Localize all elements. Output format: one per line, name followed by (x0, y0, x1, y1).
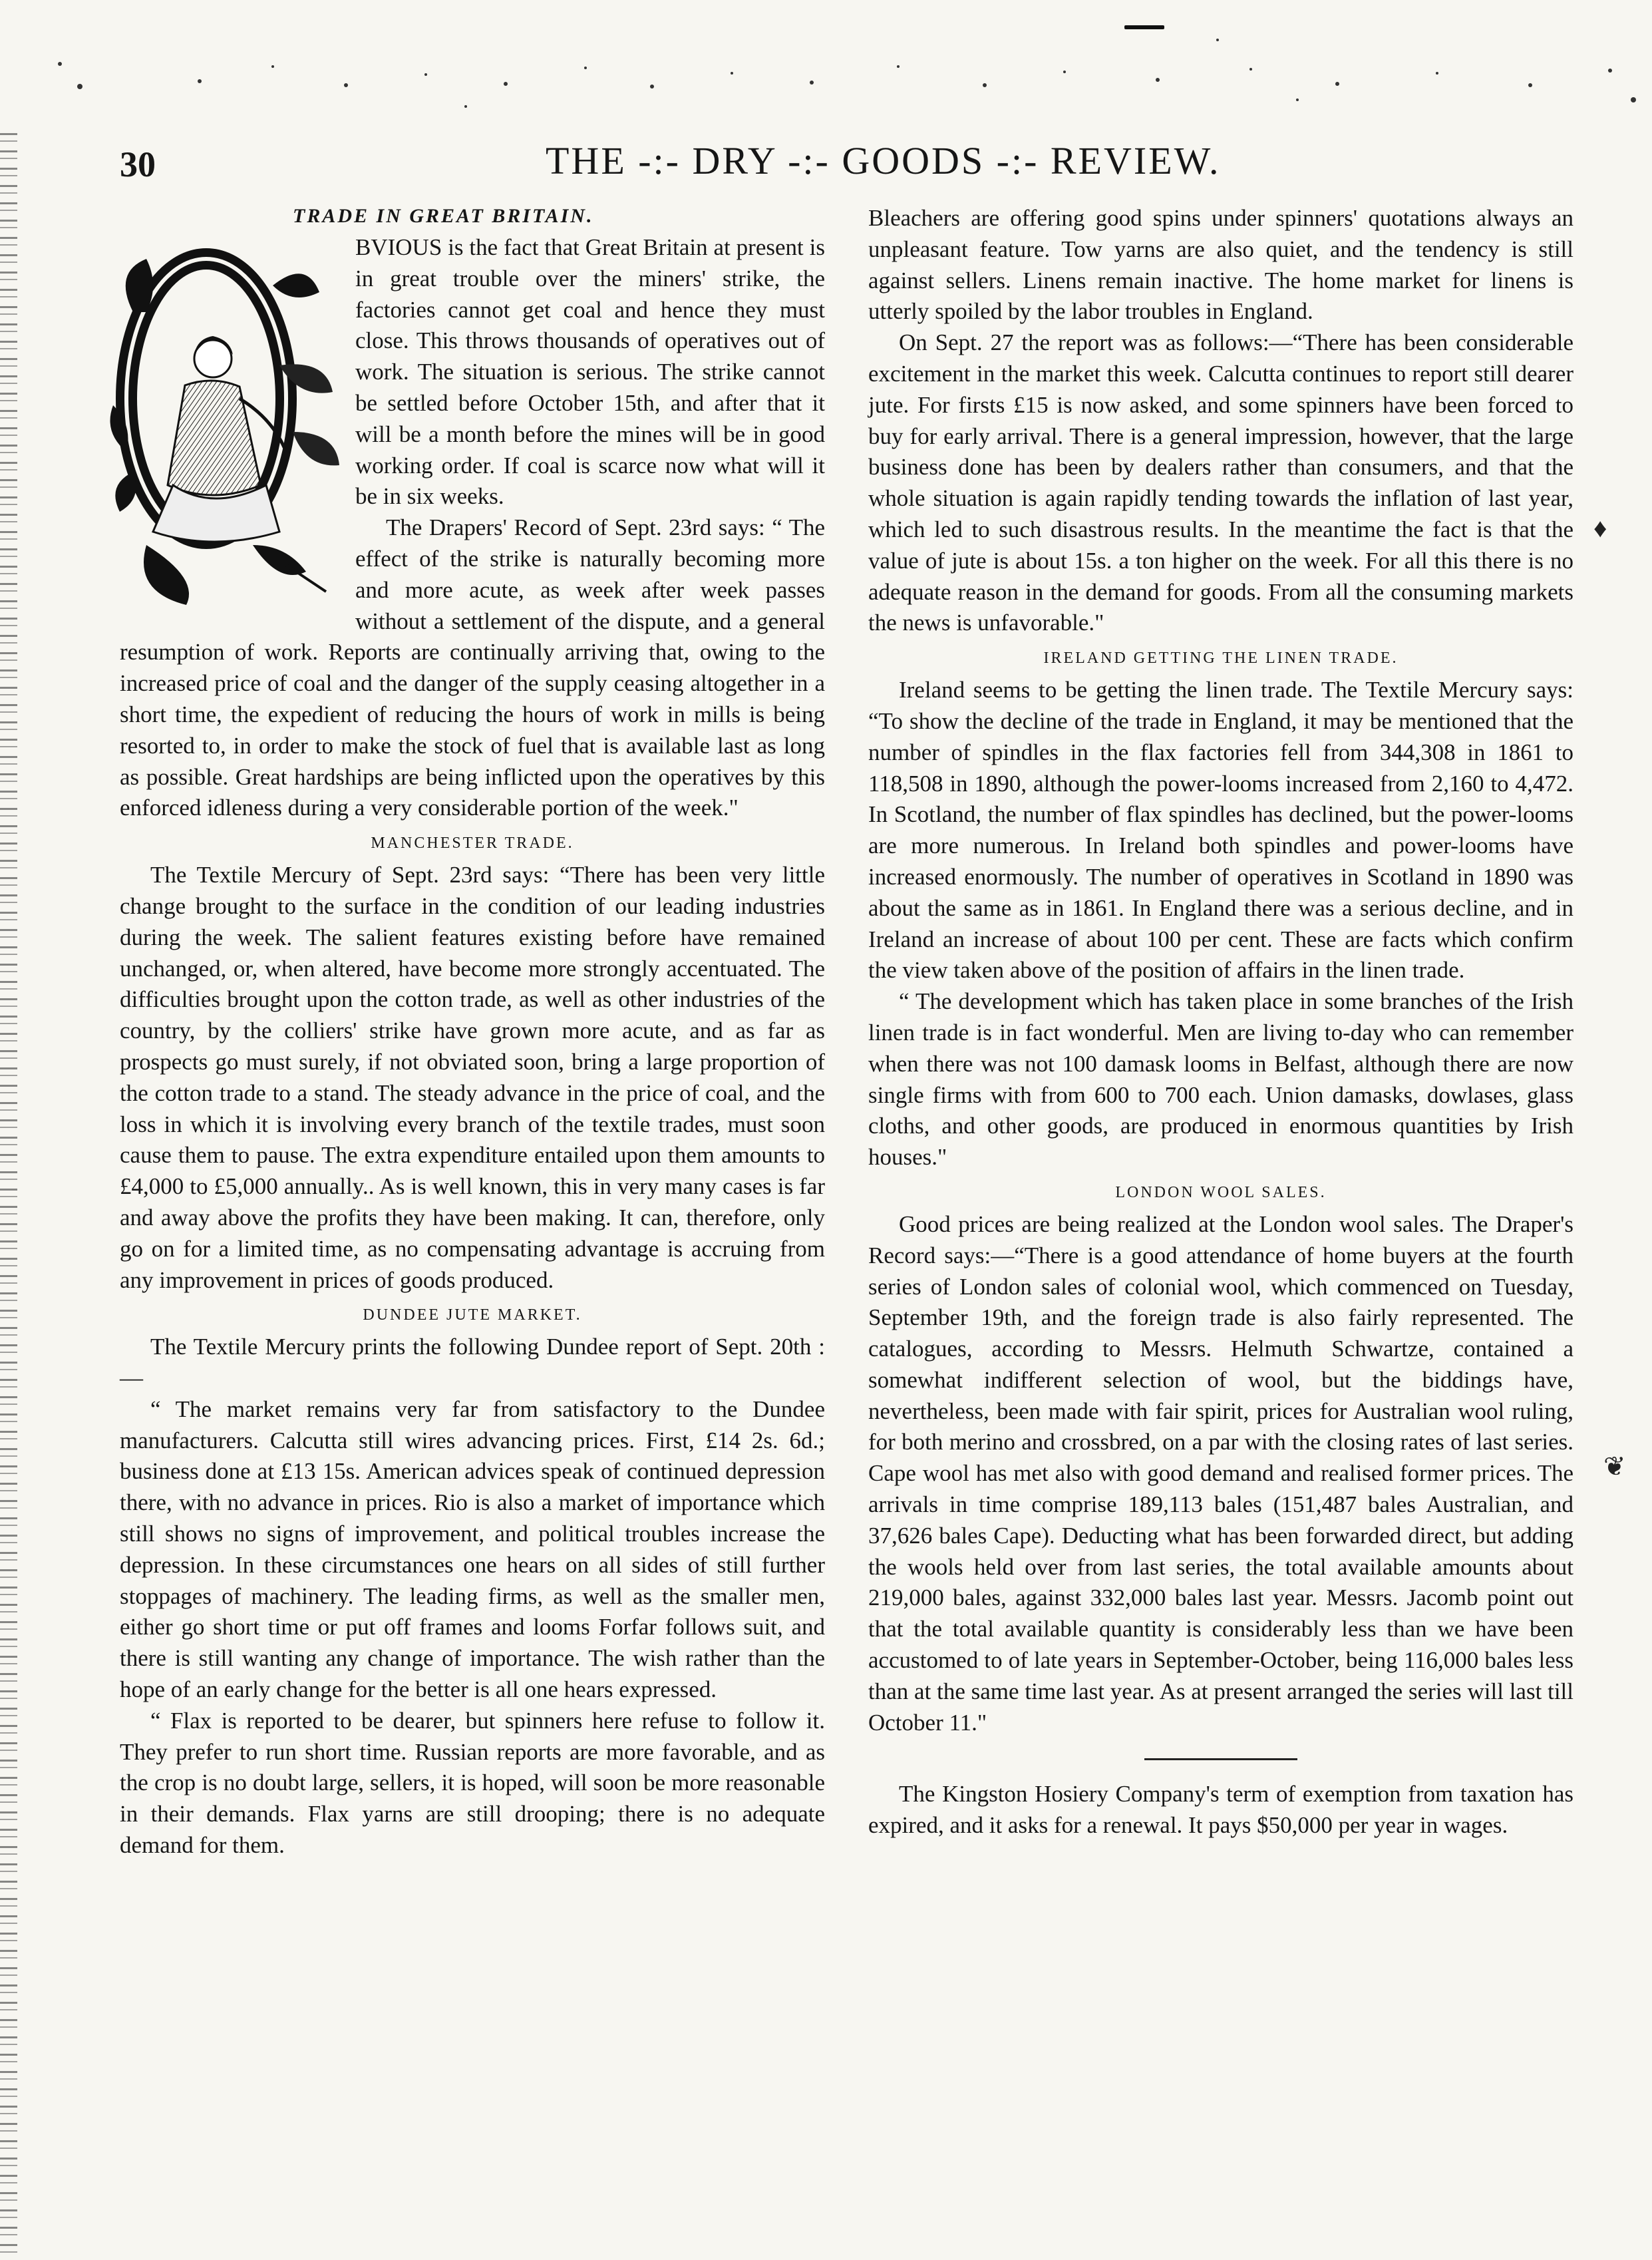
section-heading-london-wool-sales: LONDON WOOL SALES. (1115, 1183, 1327, 1201)
decorative-initial-o-icon (106, 232, 346, 612)
right-column (868, 203, 1573, 1841)
article-heading-trade-in-great-britain: TRADE IN GREAT BRITAIN. (293, 205, 594, 227)
page-number: 30 (120, 144, 156, 184)
section-heading-dundee-jute-market: DUNDEE JUTE MARKET. (363, 1306, 582, 1324)
manchester-paragraph: The Textile Mercury of Sept. 23rd says: “There has been very little change brought to the surface in the condition of our leading industries during the week. The salient features existing before have remained unchanged, or, when altered, have become more strongly accentuated. The difficulties brought upon the cotton trade, as well as other industries of the country, by the colliers' strike have grown more acute, and as far as prospects go must surely, if not obviated soon, bring a large proportion of the cotton trade to a stand. The steady advance in the price of coal, and the loss in which it is involving every branch of the textile trades, must soon cause them to pause. The extra expenditure entailed upon them amounts to £4,000 to £5,000 annually.. As is well known, this in very many cases is far and away above the profits they have been making. It can, therefore, only go on for a limited time, as no compensating advantage is accruing from any improvement in prices of goods produced. (120, 862, 825, 1293)
running-head (120, 138, 1583, 192)
left-column (120, 203, 825, 1861)
intro-paragraph: BVIOUS is the fact that Great Britain at present is in great trouble over the miners' strike, the factories cannot get coal and hence they must close. This throws thousands of operatives out of work. The situation is serious. The strike cannot be settled before October 15th, and after that it will be a month before the mines will be in good working order. If coal is scarce now what will it be in six weeks. (355, 234, 825, 510)
journal-title: THE -:- DRY -:- GOODS -:- REVIEW. (546, 139, 1221, 182)
page-edge-shadow (0, 133, 17, 2260)
ireland-paragraph-1: Ireland seems to be getting the linen trade. The Textile Mercury says: “To show the decline of the trade in England, it may be mentioned that the number of spindles in the flax factories fell from 344,308 in 1861 to 118,508 in 1890, although the power-looms increased from 2,160 to 4,472. In Scotland, the number of flax spindles has declined, but the power-looms are more numerous. In Ireland both spindles and power-looms have increased enormously. The number of operatives in Scotland in 1890 was about the same as in 1861. In England there was a serious decline, and in Ireland an increase of about 100 per cent. These are facts which confirm the view taken above of the position of affairs in the linen trade. (868, 677, 1573, 984)
margin-ornament-icon: ❦ (1603, 1451, 1626, 1481)
dundee-intro-paragraph: The Textile Mercury prints the following Dundee report of Sept. 20th :— (120, 1334, 825, 1392)
print-noise-top (0, 0, 1652, 146)
sept-27-report-paragraph: On Sept. 27 the report was as follows:—“There has been considerable excitement in the market this week. Calcutta continues to report still dearer jute. For firsts £15 is now asked, and some spinners have been forced to buy for early arrival. There is a general impression, however, that the large business done has been by dealers rather than consumers, and that the whole situation is again rapidly tending towards the inflation of last year, which led to such disastrous results. In the meantime the fact is that the value of jute is about 15s. a ton higher on the week. For all this there is no adequate reason in the demand for goods. From all the consuming markets the news is unfavorable." (868, 329, 1573, 636)
drapers-record-paragraph: The Drapers' Record of Sept. 23rd says: “ The effect of the strike is naturally becoming more and more acute, as week after week passes without a settlement of the dispute, and a general resumption of work. Reports are continually arriving that, owing to the increased price of coal and the danger of the supply ceasing altogether in a short time, the expedient of reducing the hours of work in mills is being resorted to, in order to make the stock of fuel that is available last as long as possible. Great hardships are being inflicted upon the operatives by this enforced idleness during a very considerable portion of the week." (120, 514, 825, 821)
kingston-hosiery-paragraph: The Kingston Hosiery Company's term of exemption from taxation has expired, and it asks for a renewal. It pays $50,000 per year in wages. (868, 1781, 1573, 1839)
print-mark (1124, 25, 1164, 29)
section-heading-manchester-trade: MANCHESTER TRADE. (371, 835, 574, 852)
ireland-paragraph-2: “ The development which has taken place in some branches of the Irish linen trade is in fact wonderful. Men are living to-day who can remember when there was not 100 damask looms in Belfast, although there are now single firms with from 600 to 700 each. Union damasks, dowlases, glass cloths, and other goods, are produced in enormous quantities by Irish houses." (868, 988, 1573, 1171)
continued-paragraph: Bleachers are offering good spins under spinners' quotations always an unpleasant feature. Tow yarns are also quiet, and the tendency is still against sellers. Linens remain inactive. The home market for linens is utterly spoiled by the labor troubles in England. (868, 205, 1573, 325)
london-wool-paragraph: Good prices are being realized at the London wool sales. The Draper's Record says:—“There is a good attendance of home buyers at the fourth series of London sales of colonial wool, which commenced on Tuesday, September 19th, and the foreign trade is also fairly represented. The catalogues, according to Messrs. Helmuth Schwartze, contained a somewhat indifferent selection of wool, but the biddings have, nevertheless, been made with fair spirit, prices for Australian wool ruling, for both merino and crossbred, on a par with the closing rates of last series. Cape wool has met also with good demand and realised former prices. The arrivals in time comprise 189,113 bales (151,487 bales Australian, and 37,626 bales Cape). Deducting what has been forwarded direct, but adding the wools held over from last series, the total available amounts about 219,000 bales, against 332,000 bales last year. Messrs. Jacomb point out that the total available quantity is considerably less than we have been accustomed to of late years in September-October, being 116,000 bales less than at the same time last year. As at present arranged the series will last till October 11." (868, 1211, 1573, 1736)
dundee-report-paragraph-1: “ The market remains very far from satisfactory to the Dundee manufacturers. Calcutta still wires advancing prices. First, £14 2s. 6d.; business done at £13 15s. American advices speak of continued depression there, with no advance in prices. Rio is also a market of importance which still shows no signs of improvement, and political troubles increase the depression. In these circumstances one hears on all sides of still further stoppages of machinery. The leading firms, as well as the smaller men, either go short time or put off frames and looms Forfar follows suit, and there is still wanting any change of importance. The wish rather than the hope of an early change for the better is all one hears expressed. (120, 1396, 825, 1703)
section-divider (1144, 1758, 1297, 1760)
dundee-report-paragraph-2: “ Flax is reported to be dearer, but spinners here refuse to follow it. They prefer to run short time. Russian reports are more favorable, and as the crop is no doubt large, sellers, it is hoped, will soon be more reasonable in their demands. Flax yarns are still drooping; there is no adequate demand for them. (120, 1707, 825, 1859)
section-heading-ireland-linen-trade: IRELAND GETTING THE LINEN TRADE. (1043, 650, 1399, 667)
margin-mark-icon: ♦ (1593, 513, 1607, 543)
